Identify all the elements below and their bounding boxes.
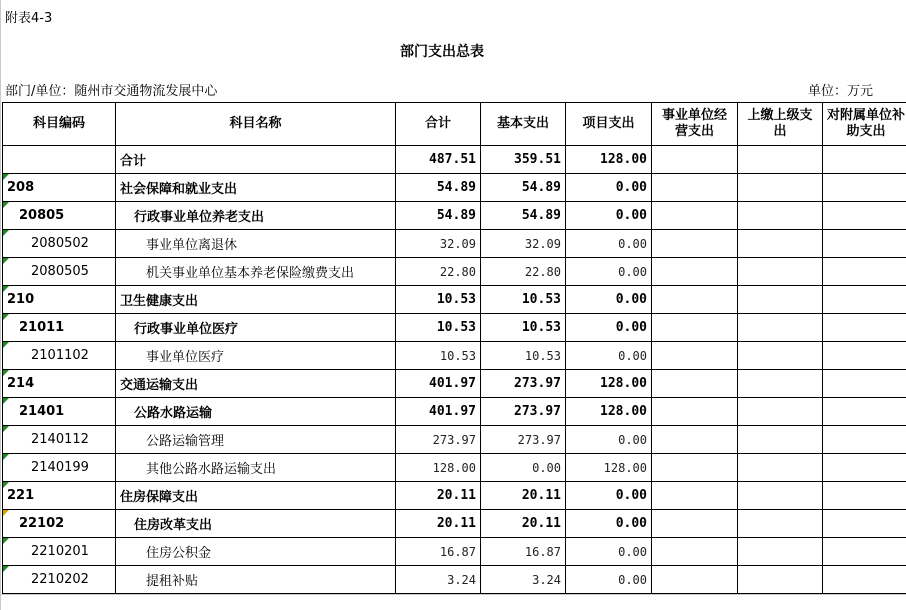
cell-comment-marker-icon xyxy=(3,566,9,572)
sheet-left-border xyxy=(0,0,1,610)
cell-project-text: 0.00 xyxy=(615,320,647,335)
cell-project[interactable] xyxy=(566,454,652,482)
cell-name[interactable] xyxy=(116,510,396,538)
table-row xyxy=(3,202,906,230)
cell-operating[interactable] xyxy=(652,370,738,398)
cell-name[interactable] xyxy=(116,286,396,314)
cell-name[interactable] xyxy=(116,566,396,594)
cell-subsidy[interactable] xyxy=(823,230,906,258)
cell-basic-text: 0.00 xyxy=(532,460,561,475)
cell-remit[interactable] xyxy=(738,146,823,174)
cell-remit[interactable] xyxy=(738,426,823,454)
cell-total[interactable] xyxy=(396,258,481,286)
col-header-basic: 基本支出 xyxy=(481,103,566,146)
cell-project-text: 0.00 xyxy=(618,432,647,447)
table-row xyxy=(3,510,906,538)
cell-code-text: 20805 xyxy=(19,208,65,223)
appendix-label: 附表4-3 xyxy=(5,11,53,26)
cell-operating[interactable] xyxy=(652,426,738,454)
cell-basic[interactable] xyxy=(481,482,566,510)
col-header-remit: 上缴上级支出 xyxy=(738,103,823,146)
page-title: 部门支出总表 xyxy=(400,44,484,60)
cell-project-text: 0.00 xyxy=(618,348,647,363)
cell-comment-marker-icon xyxy=(3,286,9,292)
cell-total-text: 273.97 xyxy=(432,432,476,447)
cell-project-text: 0.00 xyxy=(615,292,647,307)
table-row xyxy=(3,342,906,370)
cell-operating[interactable] xyxy=(652,510,738,538)
cell-total[interactable] xyxy=(396,370,481,398)
cell-total-text: 401.97 xyxy=(429,376,476,391)
cell-code-text: 21011 xyxy=(19,320,65,335)
table-row xyxy=(3,286,906,314)
cell-name[interactable] xyxy=(116,482,396,510)
col-header-subsidy: 对附属单位补助支出 xyxy=(823,103,906,146)
cell-code-text: 214 xyxy=(7,376,35,391)
cell-subsidy[interactable] xyxy=(823,202,906,230)
cell-code[interactable] xyxy=(3,174,116,202)
cell-name-text: 事业单位医疗 xyxy=(146,350,225,365)
cell-total-text: 10.53 xyxy=(436,320,476,335)
cell-subsidy[interactable] xyxy=(823,174,906,202)
cell-basic-text: 10.53 xyxy=(524,348,561,363)
table-row xyxy=(3,566,906,594)
col-header-name: 科目名称 xyxy=(116,103,396,146)
cell-code-text: 22102 xyxy=(19,516,65,531)
cell-total[interactable] xyxy=(396,286,481,314)
cell-subsidy[interactable] xyxy=(823,482,906,510)
cell-project[interactable] xyxy=(566,314,652,342)
cell-basic-text: 54.89 xyxy=(521,180,561,195)
cell-total[interactable] xyxy=(396,202,481,230)
cell-project-text: 128.00 xyxy=(603,460,647,475)
cell-project-text: 0.00 xyxy=(615,488,647,503)
cell-subsidy[interactable] xyxy=(823,426,906,454)
cell-total-text: 128.00 xyxy=(432,460,476,475)
cell-subsidy[interactable] xyxy=(823,398,906,426)
cell-total-text: 54.89 xyxy=(436,180,476,195)
cell-basic-text: 54.89 xyxy=(521,208,561,223)
cell-basic[interactable] xyxy=(481,538,566,566)
cell-remit[interactable] xyxy=(738,370,823,398)
cell-code-text: 2140112 xyxy=(31,432,89,447)
cell-project-text: 0.00 xyxy=(618,264,647,279)
cell-name-text: 事业单位离退休 xyxy=(146,238,238,253)
cell-project[interactable] xyxy=(566,342,652,370)
cell-basic[interactable] xyxy=(481,454,566,482)
cell-operating[interactable] xyxy=(652,398,738,426)
cell-project[interactable] xyxy=(566,538,652,566)
table-row xyxy=(3,538,906,566)
cell-total[interactable] xyxy=(396,426,481,454)
cell-operating[interactable] xyxy=(652,482,738,510)
cell-remit[interactable] xyxy=(738,482,823,510)
cell-project[interactable] xyxy=(566,174,652,202)
cell-operating[interactable] xyxy=(652,566,738,594)
cell-total[interactable] xyxy=(396,230,481,258)
cell-subsidy[interactable] xyxy=(823,342,906,370)
cell-code[interactable] xyxy=(3,258,116,286)
cell-basic[interactable] xyxy=(481,174,566,202)
cell-basic-text: 273.97 xyxy=(514,404,561,419)
cell-code[interactable] xyxy=(3,454,116,482)
cell-project-text: 0.00 xyxy=(618,236,647,251)
cell-name-text: 行政事业单位医疗 xyxy=(134,322,239,337)
cell-code-text: 210 xyxy=(7,292,35,307)
cell-basic[interactable] xyxy=(481,510,566,538)
cell-basic-text: 10.53 xyxy=(521,292,561,307)
cell-code[interactable] xyxy=(3,314,116,342)
cell-code[interactable] xyxy=(3,286,116,314)
cell-total[interactable] xyxy=(396,398,481,426)
cell-total[interactable] xyxy=(396,538,481,566)
cell-operating[interactable] xyxy=(652,230,738,258)
department-label: 部门/单位：随州市交通物流发展中心 xyxy=(5,84,218,99)
cell-name-text: 合计 xyxy=(120,154,147,169)
expenditure-table xyxy=(2,102,906,594)
cell-project[interactable] xyxy=(566,426,652,454)
cell-total-text: 32.09 xyxy=(439,236,476,251)
cell-remit[interactable] xyxy=(738,174,823,202)
cell-code-text: 221 xyxy=(7,488,35,503)
cell-code-text: 2140199 xyxy=(31,460,89,475)
cell-remit[interactable] xyxy=(738,314,823,342)
cell-total-text: 10.53 xyxy=(439,348,476,363)
cell-basic[interactable] xyxy=(481,370,566,398)
cell-subsidy[interactable] xyxy=(823,566,906,594)
cell-basic-text: 3.24 xyxy=(532,572,561,587)
cell-comment-marker-icon xyxy=(3,258,9,264)
cell-remit[interactable] xyxy=(738,454,823,482)
cell-comment-marker-icon xyxy=(3,230,9,236)
cell-code-text: 2080505 xyxy=(31,264,89,279)
cell-code[interactable] xyxy=(3,342,116,370)
cell-code-text: 2210202 xyxy=(31,572,89,587)
cell-code[interactable] xyxy=(3,370,116,398)
cell-code[interactable] xyxy=(3,510,116,538)
cell-comment-marker-icon xyxy=(3,510,9,516)
cell-project[interactable] xyxy=(566,286,652,314)
table-row xyxy=(3,258,906,286)
cell-remit[interactable] xyxy=(738,566,823,594)
cell-basic-text: 359.51 xyxy=(514,152,561,167)
cell-total[interactable] xyxy=(396,482,481,510)
cell-name-text: 卫生健康支出 xyxy=(120,294,199,309)
cell-subsidy[interactable] xyxy=(823,146,906,174)
table-row xyxy=(3,314,906,342)
table-row xyxy=(3,454,906,482)
table-header-row xyxy=(3,103,906,146)
table-row xyxy=(3,230,906,258)
cell-code[interactable] xyxy=(3,538,116,566)
cell-name[interactable] xyxy=(116,398,396,426)
cell-basic-text: 273.97 xyxy=(514,376,561,391)
cell-name-text: 交通运输支出 xyxy=(120,378,199,393)
cell-comment-marker-icon xyxy=(3,538,9,544)
cell-comment-marker-icon xyxy=(3,482,9,488)
col-header-project: 项目支出 xyxy=(566,103,652,146)
cell-remit[interactable] xyxy=(738,286,823,314)
table-row xyxy=(3,398,906,426)
cell-name[interactable] xyxy=(116,454,396,482)
cell-basic-text: 20.11 xyxy=(521,516,561,531)
cell-operating[interactable] xyxy=(652,174,738,202)
cell-comment-marker-icon xyxy=(3,454,9,460)
cell-code[interactable] xyxy=(3,202,116,230)
cell-total-text: 401.97 xyxy=(429,404,476,419)
col-header-code: 科目编码 xyxy=(3,103,116,146)
cell-remit[interactable] xyxy=(738,510,823,538)
cell-project[interactable] xyxy=(566,566,652,594)
cell-subsidy[interactable] xyxy=(823,370,906,398)
cell-project[interactable] xyxy=(566,258,652,286)
cell-name-text: 行政事业单位养老支出 xyxy=(134,210,265,225)
unit-label: 单位：万元 xyxy=(808,84,874,99)
cell-project-text: 0.00 xyxy=(618,544,647,559)
cell-operating[interactable] xyxy=(652,286,738,314)
cell-basic[interactable] xyxy=(481,286,566,314)
cell-total-text: 54.89 xyxy=(436,208,476,223)
cell-name[interactable] xyxy=(116,314,396,342)
cell-name-text: 住房保障支出 xyxy=(120,490,199,505)
cell-project-text: 0.00 xyxy=(618,572,647,587)
cell-project[interactable] xyxy=(566,370,652,398)
cell-project[interactable] xyxy=(566,510,652,538)
cell-remit[interactable] xyxy=(738,230,823,258)
cell-comment-marker-icon xyxy=(3,426,9,432)
cell-project-text: 128.00 xyxy=(600,376,647,391)
cell-project-text: 128.00 xyxy=(600,404,647,419)
cell-total[interactable] xyxy=(396,146,481,174)
col-header-total: 合计 xyxy=(396,103,481,146)
cell-comment-marker-icon xyxy=(3,398,9,404)
cell-project[interactable] xyxy=(566,202,652,230)
cell-project[interactable] xyxy=(566,482,652,510)
cell-basic-text: 22.80 xyxy=(524,264,561,279)
cell-total-text: 16.87 xyxy=(439,544,476,559)
cell-name-text: 公路水路运输 xyxy=(134,406,213,421)
cell-total[interactable] xyxy=(396,510,481,538)
cell-name-text: 提租补贴 xyxy=(146,574,199,589)
cell-total[interactable] xyxy=(396,314,481,342)
cell-code-text: 2210201 xyxy=(31,544,89,559)
cell-subsidy[interactable] xyxy=(823,538,906,566)
cell-basic[interactable] xyxy=(481,230,566,258)
cell-remit[interactable] xyxy=(738,398,823,426)
cell-name[interactable] xyxy=(116,342,396,370)
cell-project[interactable] xyxy=(566,146,652,174)
table-row xyxy=(3,174,906,202)
cell-total[interactable] xyxy=(396,174,481,202)
cell-name[interactable] xyxy=(116,538,396,566)
cell-basic-text: 16.87 xyxy=(524,544,561,559)
cell-name[interactable] xyxy=(116,258,396,286)
cell-total[interactable] xyxy=(396,454,481,482)
cell-subsidy[interactable] xyxy=(823,510,906,538)
table-row xyxy=(3,482,906,510)
cell-name[interactable] xyxy=(116,230,396,258)
cell-total-text: 10.53 xyxy=(436,292,476,307)
table-row xyxy=(3,146,906,174)
cell-remit[interactable] xyxy=(738,342,823,370)
cell-basic[interactable] xyxy=(481,566,566,594)
cell-operating[interactable] xyxy=(652,258,738,286)
cell-comment-marker-icon xyxy=(3,370,9,376)
cell-basic[interactable] xyxy=(481,342,566,370)
cell-comment-marker-icon xyxy=(3,202,9,208)
cell-code-text: 208 xyxy=(7,180,35,195)
cell-code-text: 21401 xyxy=(19,404,65,419)
cell-code[interactable] xyxy=(3,426,116,454)
cell-project-text: 0.00 xyxy=(615,516,647,531)
col-header-operating: 事业单位经营支出 xyxy=(652,103,738,146)
cell-code[interactable] xyxy=(3,146,116,174)
cell-operating[interactable] xyxy=(652,146,738,174)
cell-code[interactable] xyxy=(3,230,116,258)
cell-basic-text: 20.11 xyxy=(521,488,561,503)
cell-project-text: 0.00 xyxy=(615,180,647,195)
cell-remit[interactable] xyxy=(738,202,823,230)
cell-code[interactable] xyxy=(3,398,116,426)
cell-name-text: 住房公积金 xyxy=(146,546,212,561)
cell-comment-marker-icon xyxy=(3,314,9,320)
cell-project-text: 0.00 xyxy=(615,208,647,223)
cell-project[interactable] xyxy=(566,398,652,426)
cell-total-text: 22.80 xyxy=(439,264,476,279)
cell-operating[interactable] xyxy=(652,342,738,370)
cell-name-text: 机关事业单位基本养老保险缴费支出 xyxy=(146,266,355,281)
cell-operating[interactable] xyxy=(652,202,738,230)
cell-name[interactable] xyxy=(116,370,396,398)
cell-name[interactable] xyxy=(116,146,396,174)
cell-basic[interactable] xyxy=(481,258,566,286)
table-row xyxy=(3,426,906,454)
cell-remit[interactable] xyxy=(738,538,823,566)
cell-basic-text: 273.97 xyxy=(517,432,561,447)
cell-name-text: 住房改革支出 xyxy=(134,518,213,533)
sheet-bottom-border xyxy=(0,594,906,595)
cell-basic-text: 10.53 xyxy=(521,320,561,335)
cell-total-text: 487.51 xyxy=(429,152,476,167)
cell-name-text: 其他公路水路运输支出 xyxy=(146,462,277,477)
cell-total-text: 3.24 xyxy=(447,572,476,587)
cell-subsidy[interactable] xyxy=(823,258,906,286)
cell-total-text: 20.11 xyxy=(436,488,476,503)
cell-name-text: 公路运输管理 xyxy=(146,434,225,449)
cell-basic[interactable] xyxy=(481,314,566,342)
cell-code-text: 2080502 xyxy=(31,236,89,251)
cell-basic[interactable] xyxy=(481,146,566,174)
cell-basic[interactable] xyxy=(481,398,566,426)
cell-basic[interactable] xyxy=(481,202,566,230)
cell-basic-text: 32.09 xyxy=(524,236,561,251)
cell-subsidy[interactable] xyxy=(823,454,906,482)
cell-subsidy[interactable] xyxy=(823,314,906,342)
cell-subsidy[interactable] xyxy=(823,286,906,314)
cell-comment-marker-icon xyxy=(3,342,9,348)
cell-project-text: 128.00 xyxy=(600,152,647,167)
cell-operating[interactable] xyxy=(652,314,738,342)
cell-comment-marker-icon xyxy=(3,174,9,180)
table-row xyxy=(3,370,906,398)
cell-name[interactable] xyxy=(116,426,396,454)
cell-project[interactable] xyxy=(566,230,652,258)
cell-code[interactable] xyxy=(3,566,116,594)
cell-code[interactable] xyxy=(3,482,116,510)
cell-total[interactable] xyxy=(396,342,481,370)
cell-name[interactable] xyxy=(116,174,396,202)
cell-operating[interactable] xyxy=(652,538,738,566)
cell-total[interactable] xyxy=(396,566,481,594)
cell-name[interactable] xyxy=(116,202,396,230)
cell-name-text: 社会保障和就业支出 xyxy=(120,182,238,197)
cell-basic[interactable] xyxy=(481,426,566,454)
cell-operating[interactable] xyxy=(652,454,738,482)
cell-code-text: 2101102 xyxy=(31,348,89,363)
cell-total-text: 20.11 xyxy=(436,516,476,531)
cell-remit[interactable] xyxy=(738,258,823,286)
